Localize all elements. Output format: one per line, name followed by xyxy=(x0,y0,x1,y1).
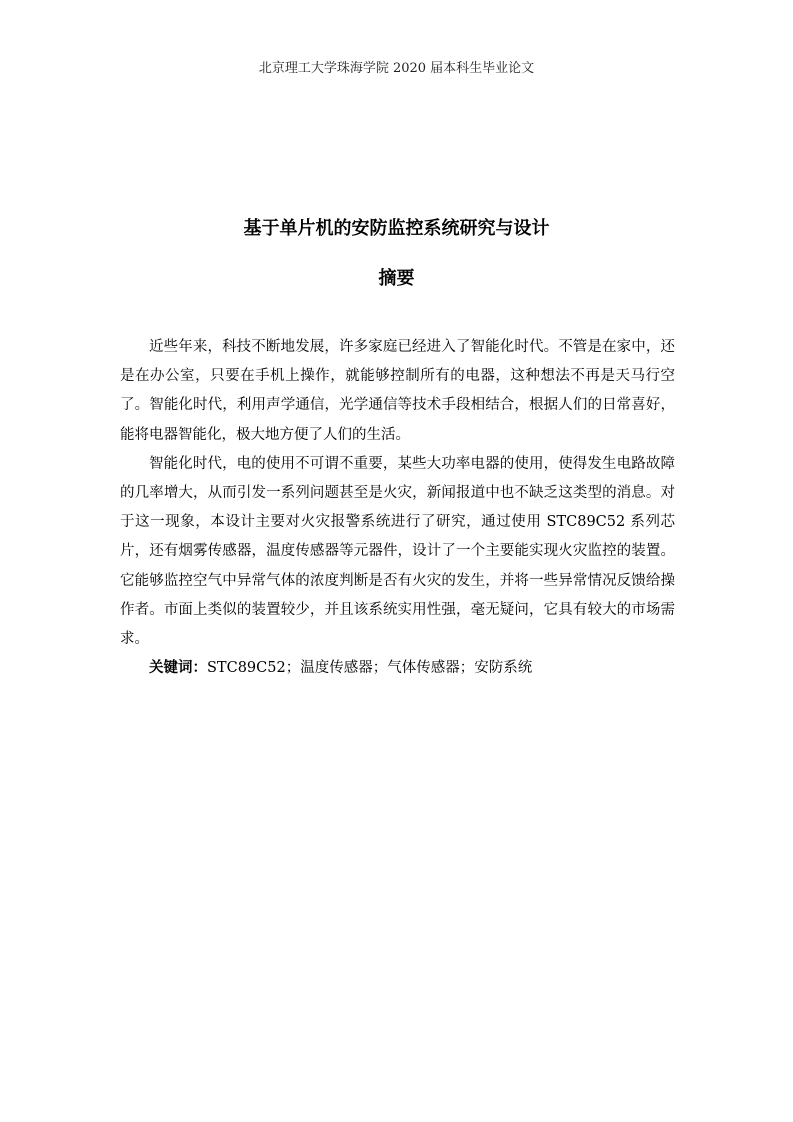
abstract-body xyxy=(120,333,675,683)
abstract-paragraph-1: 近些年来，科技不断地发展，许多家庭已经进入了智能化时代。不管是在家中，还是在办公室，只要在手机上操作，就能够控制所有的电器，这种想法不再是天马行空了。智能化时代，利用声学通信，光学通信等技术手段相结合，根据人们的日常喜好，能将电器智能化，极大地方便了人们的生活。 xyxy=(120,339,675,443)
abstract-heading: 摘要 xyxy=(378,268,415,289)
keywords-label: 关键词： xyxy=(149,660,207,677)
abstract-paragraph-2: 智能化时代，电的使用不可谓不重要，某些大功率电器的使用，使得发生电路故障的几率增大，从而引发一系列问题甚至是火灾，新闻报道中也不缺乏这类型的消息。对于这一现象，本设计主要对火灾报警系统进行了研究，通过使用 STC89C52 系列芯片，还有烟雾传感器，温度传感器等元器件，设计了一个主要能实现火灾监控的装置。它能够监控空气中异常气体的浓度判断是否有火灾的发生，并将一些异常情况反馈给操作者。市面上类似的装置较少，并且该系统实用性强，毫无疑问，它具有较大的市场需求。 xyxy=(120,455,675,648)
keywords-line xyxy=(120,654,675,683)
keywords-text: STC89C52；温度传感器；气体传感器；安防系统 xyxy=(207,660,533,677)
paper-title: 基于单片机的安防监控系统研究与设计 xyxy=(243,218,550,239)
running-header: 北京理工大学珠海学院 2020 届本科生毕业论文 xyxy=(258,61,535,76)
